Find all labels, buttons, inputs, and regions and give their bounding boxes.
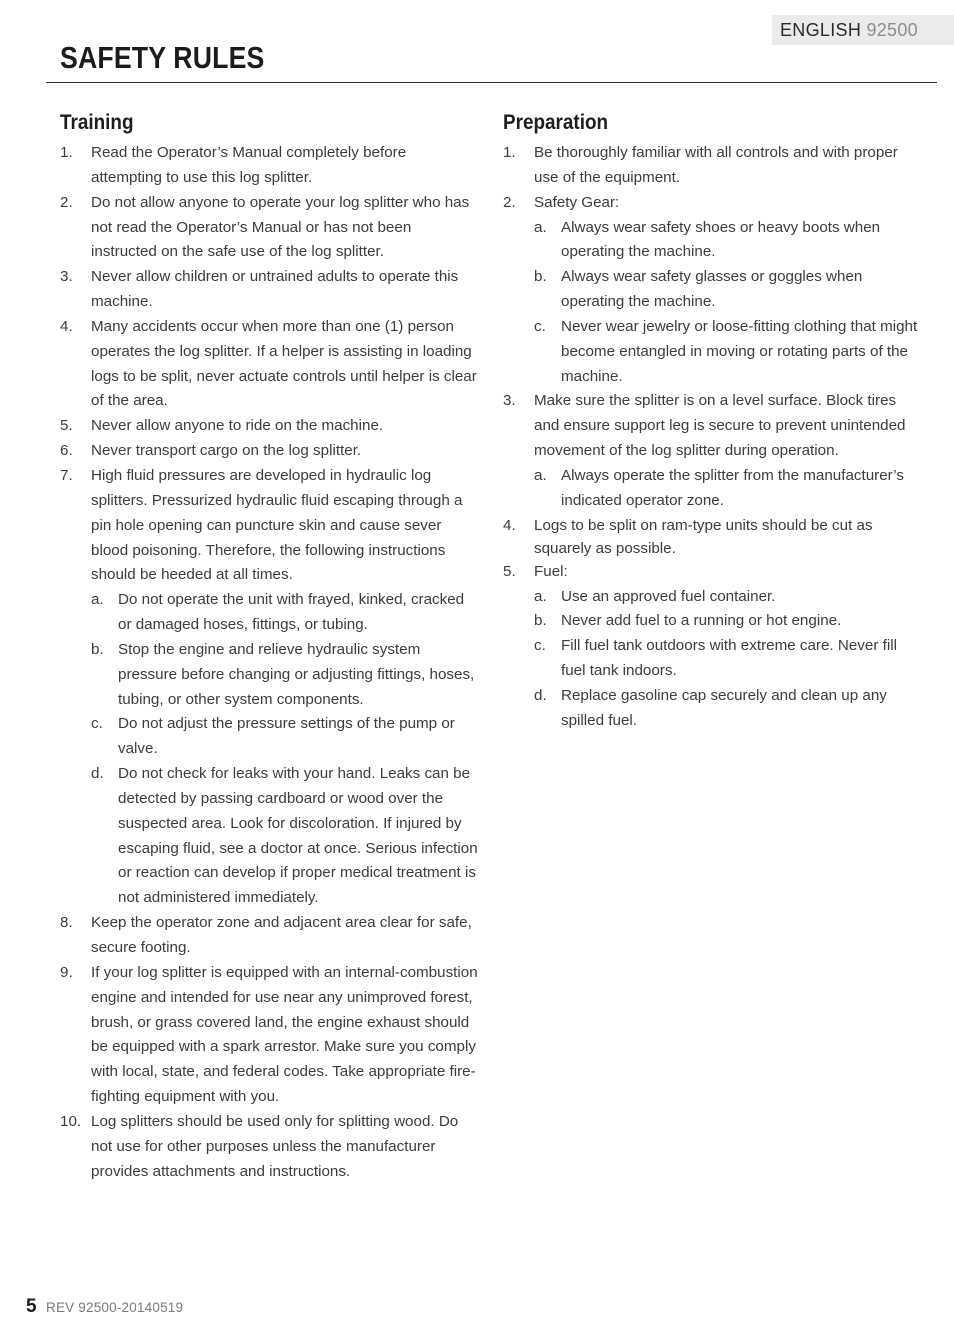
sub-item-text: Do not adjust the pressure settings of the pump or valve. [118,715,455,758]
list-item [60,1110,480,1185]
page-title: SAFETY RULES [60,40,265,75]
sub-list-item [534,609,923,634]
sub-item-text: Stop the engine and relieve hydraulic system pressure before changing or adjusting fittings, hoses, tubing, or other system components. [118,640,475,708]
item-text: Never allow anyone to ride on the machine. [91,417,384,435]
sub-list-item [534,634,923,684]
list-item [60,315,480,414]
item-number: 1. [503,144,516,161]
sub-list [534,464,923,514]
item-text: Read the Operator’s Manual completely before attempting to use this log splitter. [91,144,407,186]
item-number: 6. [60,442,73,460]
sub-list-item [534,216,923,266]
item-number: 2. [60,193,73,211]
training-section [60,108,480,1184]
sub-item-text: Never add fuel to a running or hot engine. [561,612,842,630]
section-heading: Preparation [503,111,609,134]
item-number: 5. [503,562,516,580]
sub-item-letter: b. [91,640,104,658]
sub-item-text: Always wear safety glasses or goggles when operating the machine. [561,268,863,311]
preparation-list [503,141,923,734]
item-number: 3. [60,268,73,286]
item-number: 3. [503,392,516,410]
item-text: Safety Gear: [534,193,620,211]
revision-code: REV 92500-20140519 [46,1300,184,1315]
sub-item-letter: b. [534,612,547,630]
list-item [60,439,480,464]
sub-item-letter: c. [534,317,546,335]
item-number: 7. [60,466,73,484]
item-text: Do not allow anyone to operate your log splitter who has not read the Operator’s Manual or has not been instructed on the safe use of the log splitter. [91,193,470,261]
sub-list [534,585,923,734]
item-text: Logs to be split on ram-type units should be cut as squarely as possible. [534,516,873,557]
sub-item-text: Fill fuel tank outdoors with extreme care. Never fill fuel tank indoors. [561,637,897,680]
item-number: 10. [60,1112,82,1130]
sub-item-letter: a. [91,591,104,609]
sub-list-item [91,588,480,638]
item-text: High fluid pressures are developed in hydraulic log splitters. Pressurized hydraulic fluid escaping through a pin hole opening can puncture skin and cause sever blood poisoning. Therefore, the following instructions should be heeded at all times. [91,466,463,584]
sub-list-item [534,265,923,315]
item-text: Fuel: [534,562,568,580]
sub-list-item [91,762,480,911]
sub-item-text: Do not check for leaks with your hand. Leaks can be detected by passing cardboard or wood over the suspected area. Look for discoloration. If injured by escaping fluid, see a doctor at once. Serious infection or reaction can develop if proper medical treatment is not administered immediately. [118,765,478,907]
item-text: Make sure the splitter is on a level surface. Block tires and ensure support leg is secure to prevent unintended movement of the log splitter during operation. [534,392,906,460]
model-number: 92500 [866,20,918,40]
sub-item-letter: a. [534,466,547,484]
sub-list-item [534,315,923,390]
list-item [60,464,480,911]
list-item [60,414,480,439]
list-item [60,191,480,266]
language-label: ENGLISH [780,20,862,40]
item-text: Many accidents occur when more than one (1) person operates the log splitter. If a helper is assisting in loading logs to be split, never actuate controls until helper is clear of the area. [91,317,477,410]
item-text: If your log splitter is equipped with an internal-combustion engine and intended for use near any unimproved forest, brush, or grass covered land, the engine exhaust should be equipped with a spark arrestor. Make sure you comply with local, state, and federal codes. Take appropriate fire-fighting equipment with you. [91,963,478,1106]
sub-item-text: Always operate the splitter from the manufacturer’s indicated operator zone. [561,466,905,509]
sub-list [91,588,480,911]
item-number: 5. [60,417,73,435]
sub-item-text: Use an approved fuel container. [561,587,776,605]
list-item [60,141,480,191]
sub-item-text: Do not operate the unit with frayed, kinked, cracked or damaged hoses, fittings, or tubing. [118,591,465,634]
sub-item-text: Replace gasoline cap securely and clean up any spilled fuel. [561,686,887,729]
item-text: Never transport cargo on the log splitter. [91,442,362,460]
sub-list [534,216,923,390]
page-number: 5 [26,1296,37,1317]
item-number: 4. [60,317,73,335]
preparation-section [503,108,923,734]
list-item [503,389,923,513]
sub-list-item [91,638,480,713]
sub-item-letter: c. [534,637,546,655]
item-text: Be thoroughly familiar with all controls and with proper use of the equipment. [534,144,898,186]
list-item [503,560,923,734]
list-item [503,514,923,560]
sub-item-letter: d. [91,765,104,783]
list-item [503,191,923,390]
title-divider [46,82,937,83]
list-item [60,961,480,1110]
sub-item-letter: a. [534,587,547,605]
sub-item-letter: b. [534,268,547,286]
sub-item-text: Always wear safety shoes or heavy boots when operating the machine. [561,218,881,261]
sub-item-text: Never wear jewelry or loose-fitting clothing that might become entangled in moving or rotating parts of the machine. [561,317,918,385]
item-number: 2. [503,193,516,211]
sub-item-letter: d. [534,686,547,704]
sub-list-item [534,684,923,734]
training-list [60,141,480,1184]
list-item [60,265,480,315]
item-text: Never allow children or untrained adults to operate this machine. [91,268,459,311]
sub-list-item [534,464,923,514]
list-item [503,141,923,191]
sub-item-letter: a. [534,218,547,236]
item-number: 9. [60,963,73,981]
item-number: 4. [503,516,516,534]
item-number: 8. [60,914,73,932]
section-heading: Training [60,111,134,134]
language-tab [772,15,954,45]
item-text: Log splitters should be used only for splitting wood. Do not use for other purposes unless the manufacturer provides attachments and instructions. [91,1112,459,1180]
sub-list-item [534,585,923,610]
sub-item-letter: c. [91,715,103,733]
item-number: 1. [60,144,73,161]
sub-list-item [91,712,480,762]
list-item [60,911,480,961]
item-text: Keep the operator zone and adjacent area clear for safe, secure footing. [91,914,472,956]
